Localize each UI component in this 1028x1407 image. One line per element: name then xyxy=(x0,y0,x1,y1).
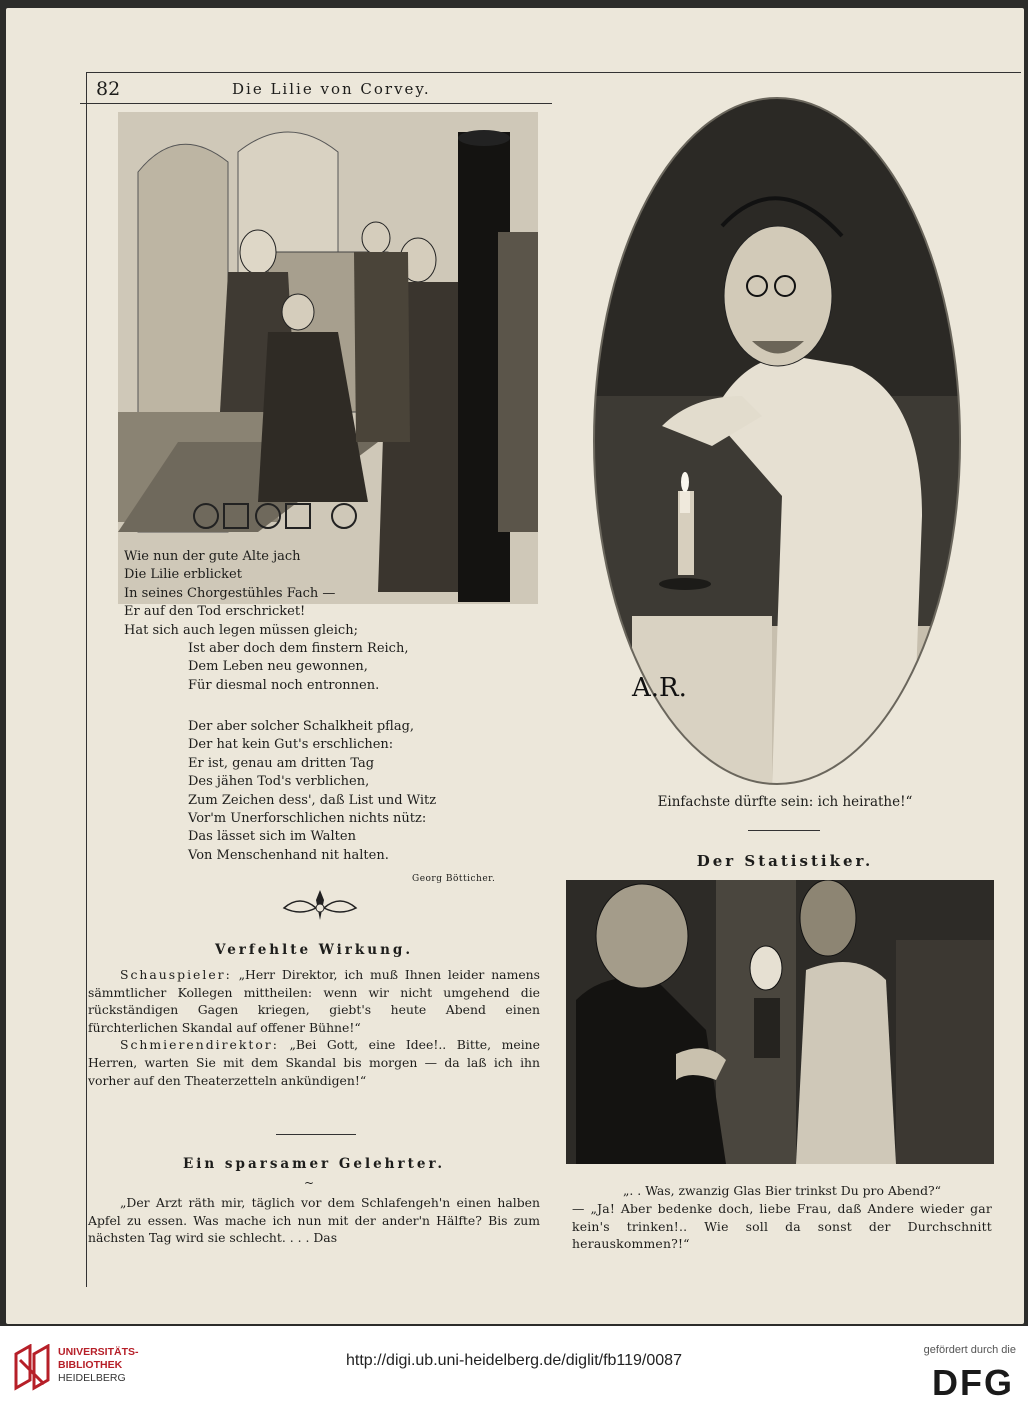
funding-note: gefördert durch die xyxy=(923,1344,1016,1356)
section-divider xyxy=(748,830,820,831)
statistiker-line-1: „. . Was, zwanzig Glas Bier trinkst Du pro Abend?“ xyxy=(623,1183,941,1198)
poem-author: Georg Bötticher. xyxy=(412,874,496,884)
gelehrter-text xyxy=(88,1194,540,1247)
poem-line: Er auf den Tod erschricket! xyxy=(124,604,306,620)
poem-line: Er ist, genau am dritten Tag xyxy=(188,755,375,771)
poem-line: Die Lilie erblicket xyxy=(124,567,242,583)
speaker-label: Schauspieler: xyxy=(120,967,232,982)
speech: „Bei Gott, eine Idee!.. Bitte, meine Herren, warten Sie mit dem Skandal bis morgen — da laß ich ihn vorher auf den Theaterzetteln ankündigen!“ xyxy=(88,1037,540,1088)
poem-line: Für diesmal noch entronnen. xyxy=(188,677,380,693)
section-title: Verfehlte Wirkung. xyxy=(214,942,414,958)
source-url-link[interactable]: http://digi.ub.uni-heidelberg.de/diglit/fb119/0087 xyxy=(346,1352,682,1369)
poem-line: Der aber solcher Schalkheit pflag, xyxy=(188,719,415,734)
church-illustration xyxy=(118,112,538,604)
poem-line: Ist aber doch dem finstern Reich, xyxy=(188,641,409,657)
poem-line: Des jähen Tod's verblichen, xyxy=(188,774,370,790)
section-title: Ein sparsamer Gelehrter. xyxy=(182,1156,446,1172)
poem-line: Das lässet sich im Walten xyxy=(188,829,356,845)
speaker-label: Schmierendirektor: xyxy=(120,1037,279,1053)
artist-signature: A.R. xyxy=(632,673,687,703)
footer-bar xyxy=(0,1326,1028,1407)
poem-line: Vor'm Unerforschlichen nichts nütz: xyxy=(188,811,427,827)
header-rule xyxy=(80,103,552,104)
poem-stanza-2 xyxy=(188,718,436,865)
poem-line: Von Menschenhand nit halten. xyxy=(188,847,389,863)
gelehrter-paragraph: „Der Arzt räth mir, täglich vor dem Schlafengeh'n einen halben Apfel zu essen. Was mache ich nun mit der ander'n Hälfte? Bis zum nächsten Tag wird sie schlecht. . . . Das xyxy=(88,1195,540,1246)
section-title: Der Statistiker. xyxy=(696,852,874,870)
poem-line: Dem Leben neu gewonnen, xyxy=(188,659,368,675)
statistiker-line-2: — „Ja! Aber bedenke doch, liebe Frau, daß Andere wieder gar kein's trinken!.. Wie soll da sonst der Durchschnitt herauskommen?!“ xyxy=(572,1201,992,1252)
tilde-ornament: ~ xyxy=(304,1176,315,1190)
poem-stanza-1 xyxy=(124,548,408,695)
ornament-icon xyxy=(280,886,360,926)
poem-line: In seines Chorgestühles Fach — xyxy=(124,585,336,601)
verfehlte-text xyxy=(88,966,540,1089)
section-divider xyxy=(276,1134,356,1135)
speech: „Herr Direktor, ich muß Ihnen leider namens sämmtlicher Kollegen mittheilen: wenn wir nicht umgehend die rückständigen Gagen kriegen, giebt's heute Abend einen fürchterlichen Skandal auf offener Bühne!“ xyxy=(88,967,540,1035)
running-title: Die Lilie von Corvey. xyxy=(232,80,431,98)
page-number: 82 xyxy=(96,78,121,100)
poem-line: Hat sich auch legen müssen gleich; xyxy=(124,622,358,638)
poem-line: Wie nun der gute Alte jach xyxy=(124,549,301,564)
statistiker-illustration xyxy=(566,880,994,1164)
poem-line: Zum Zeichen dess', daß List und Witz xyxy=(188,792,437,808)
dfg-logo: DFG xyxy=(932,1362,1014,1403)
oval-caption: Einfachste dürfte sein: ich heirathe!“ xyxy=(657,794,913,810)
library-name: UNIVERSITÄTS- BIBLIOTHEK HEIDELBERG xyxy=(58,1346,139,1384)
poem-line: Der hat kein Gut's erschlichen: xyxy=(188,737,394,753)
scholar-oval-illustration xyxy=(592,96,962,786)
